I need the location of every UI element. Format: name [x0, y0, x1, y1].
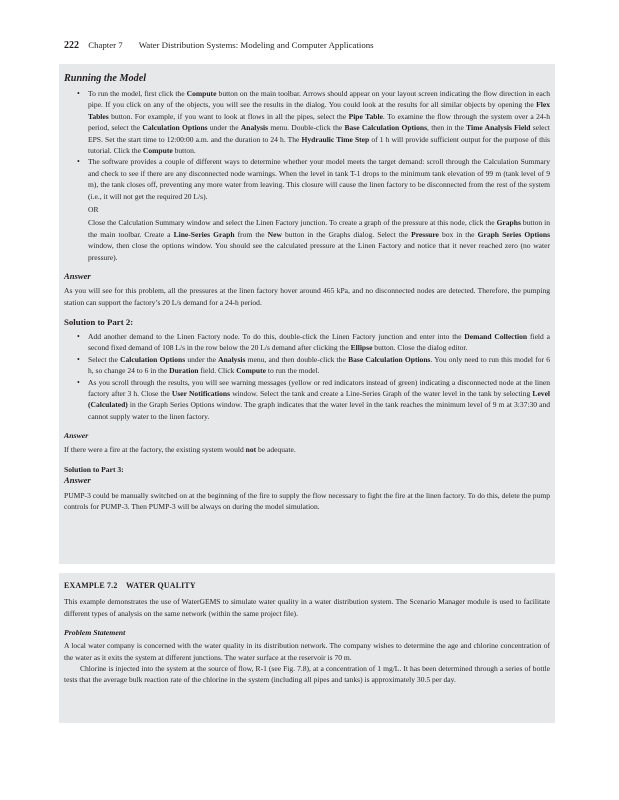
- example-intro: This example demonstrates the use of WaterGEMS to simulate water quality in a water distribution system. The Scenario Manager module is used to facilitate different types of analysis on the same network (within the same project file).: [64, 597, 550, 618]
- chapter-label: Chapter 7: [88, 40, 123, 50]
- bold-term: User Notifications: [171, 388, 231, 398]
- part2-list: [64, 331, 550, 422]
- bold-term: Compute: [186, 89, 217, 98]
- example-content: [64, 580, 550, 686]
- bold-term: not: [245, 445, 257, 455]
- part3-heading: Solution to Part 3:: [64, 464, 124, 474]
- or-text: OR: [88, 205, 99, 215]
- bold-term: Demand Collection: [464, 331, 528, 341]
- part3-text: PUMP-3 could be manually switched on at the beginning of the fire to supply the flow necessary to fight the fire at the linen factory. To do this, delete the pump controls for PUMP-3. Then PUMP-3 will be always on during the model simulation.: [64, 490, 550, 511]
- list-item: • As you scroll through the results, you will see warning messages (yellow or red indicators instead of green) indicating a disconnected node at the linen factory after 3 h. Close the User Notifications window. Select the tank and create a Line-Series Graph of the water level in the tank by selecting Level (Calculated) in the Graph Series Options window. The graph indicates that the water level in the tank reaches the minimum level of 9 m at 3:37:30 and cannot supply water to the linen factory.: [88, 377, 550, 423]
- bold-term: Calculation Options: [120, 354, 186, 364]
- bold-term: Base Calculation Options: [344, 123, 428, 133]
- bold-term: Time Analysis Field: [466, 123, 531, 133]
- problem-paragraph-2: Chlorine is injected into the system at the source of flow, R-1 (see Fig. 7.8), at a concentration of 1 mg/L. It has been determined through a series of bottle tests that the average bulk reaction rate of the chlorine in the system (including all pipes and tanks) is approximately 30.5 per day.: [64, 664, 550, 685]
- answer-heading: Answer: [64, 271, 91, 282]
- bold-term: Flex Tables: [88, 100, 550, 121]
- close-summary-paragraph: Close the Calculation Summary window and select the Linen Factory junction. To create a graph of the pressure at this node, click the Graphs button in the main toolbar. Create a Line-Series Graph from the New button in the Graphs dialog. Select the Pressure box in the Graph Series Options window, then close the options window. You should see the calculated pressure at the Linen Factory and notice that it never reached zero (no water pressure).: [88, 218, 551, 262]
- list-item: • To run the model, first click the Compute button on the main toolbar. Arrows should appear on your layout screen indicating the flow direction in each pipe. If you click on any of the objects, you will see the results in the dialog. You could look at the results for all similar objects by opening the Flex Tables button. For example, if you want to look at flows in all the pipes, select the Pipe Table. To examine the flow through the system over a 24-h period, select the Calculation Options under the Analysis menu. Double-click the Base Calculation Options, then in the Time Analysis Field select EPS. Set the start time to 12:00:00 a.m. and the duration to 24 h. The Hydraulic Time Step of 1 h will provide sufficient output for the purpose of this tutorial. Click the Compute button.: [88, 88, 550, 156]
- running-model-list: [64, 88, 550, 202]
- part2-heading: Solution to Part 2:: [64, 316, 134, 327]
- bold-term: New: [267, 229, 282, 239]
- bold-term: Calculation Options: [142, 123, 208, 133]
- bold-term: Line-Series Graph: [173, 229, 235, 239]
- problem-statement-heading: Problem Statement: [64, 628, 126, 638]
- bold-term: Graph Series Options: [477, 229, 551, 239]
- part3-answer-heading: Answer: [64, 474, 91, 485]
- bold-term: Ellipse: [350, 343, 373, 353]
- chapter-title: Water Distribution Systems: Modeling and Computer Applications: [138, 40, 374, 50]
- running-model-heading: Running the Model: [64, 73, 147, 84]
- bold-term: Base Calculation Options: [348, 354, 431, 364]
- list-item: • Add another demand to the Linen Factory node. To do this, double-click the Linen Factory junction and enter into the Demand Collection field a second fixed demand of 108 L/s in the row below the 20 L/s demand after clicking the Ellipse button. Close the dialog editor.: [88, 331, 550, 354]
- bold-term: Analysis: [218, 354, 246, 364]
- answer2-heading: Answer: [64, 431, 89, 441]
- example-title: EXAMPLE 7.2 WATER QUALITY: [64, 581, 196, 590]
- bold-term: Analysis: [240, 123, 269, 133]
- bold-term: Pipe Table: [348, 111, 383, 121]
- solution-content: [64, 72, 550, 512]
- bold-term: Compute: [142, 146, 173, 156]
- running-head: [64, 40, 564, 54]
- list-item: • The software provides a couple of different ways to determine whether your model meets the target demand: scroll through the Calculation Summary and check to see if there are any disconnected node warnings. When the level in tank T-1 drops to the minimum tank elevation of 99 m (tank level of 9 m), the tank closes off, preventing any more water from leaving. This closure will cause the linen factory to be disconnected from the rest of the system (i.e., it will not get the required 20 L/s).: [88, 156, 550, 202]
- answer-text: As you will see for this problem, all the pressures at the linen factory hover around 465 kPa, and no disconnected nodes are detected. Therefore, the pumping station can support the factory’s 20 L/s demand for a 24-h period.: [64, 286, 550, 307]
- bold-term: Level (Calculated): [88, 388, 551, 410]
- list-item: • Select the Calculation Options under the Analysis menu, and then double-click the Base Calculation Options. You only need to run this model for 6 h, so change 24 to 6 in the Duration field. Click Compute to run the model.: [88, 354, 550, 377]
- problem-paragraph-1: A local water company is concerned with the water quality in its distribution network. The company wishes to determine the age and chlorine concentration of the water as it exits the system at different junctions. The water surface at the reservoir is 70 m.: [64, 641, 550, 662]
- bold-term: Hydraulic Time Step: [301, 134, 370, 144]
- bold-term: Compute: [236, 366, 266, 376]
- answer2-text: If there were a fire at the factory, the existing system would not be adequate.: [64, 445, 296, 455]
- bold-term: Pressure: [411, 229, 439, 239]
- bold-term: Duration: [169, 366, 199, 376]
- bold-term: Graphs: [496, 218, 521, 228]
- page-number: 222: [64, 40, 79, 51]
